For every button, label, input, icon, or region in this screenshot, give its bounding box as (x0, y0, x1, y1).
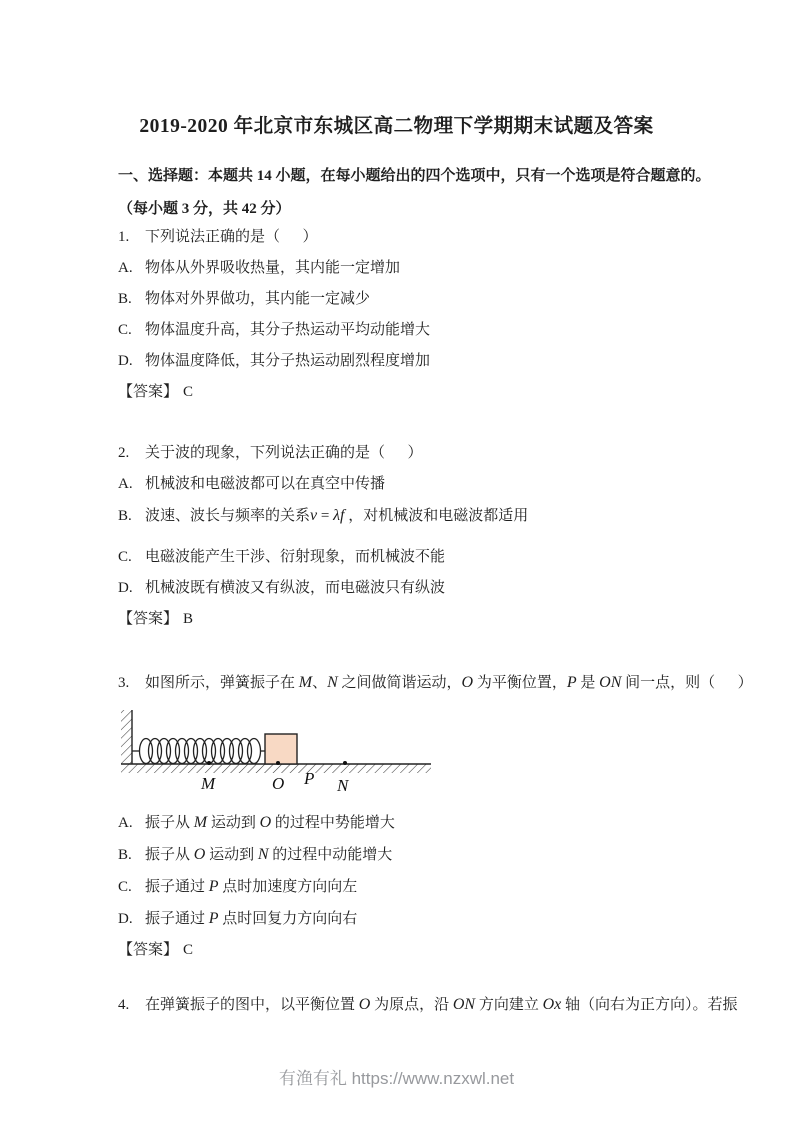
question-1-option-d (118, 346, 753, 377)
question-2-option-d (118, 573, 753, 604)
question-number: 2. (118, 445, 130, 461)
option-text: 振子通过 P 点时加速度方向向左 (145, 878, 358, 895)
spring-coil (132, 739, 265, 764)
question-stem-text: 下列说法正确的是（ ） (145, 229, 318, 245)
question-1-option-c (118, 315, 753, 346)
answer-label: 【答案】 (118, 384, 179, 400)
question-3-option-b (118, 839, 753, 871)
option-label: A. (118, 260, 133, 276)
option-text-with-formula: 波速、波长与频率的关系v = λf ，对机械波和电磁波都适用 (145, 507, 529, 524)
document-title: 2019-2020 年北京市东城区高二物理下学期期末试题及答案 (139, 116, 654, 138)
option-label: A. (118, 476, 133, 492)
answer-value: C (183, 384, 194, 400)
question-number: 1. (118, 229, 130, 245)
option-text: 物体温度升高，其分子热运动平均动能增大 (145, 322, 431, 338)
wall-hatch (121, 710, 132, 764)
point-label-m: M (201, 774, 216, 793)
answer-label: 【答案】 (118, 611, 179, 627)
question-4 (118, 989, 753, 1021)
option-text: 物体从外界吸收热量，其内能一定增加 (145, 260, 401, 276)
section-heading-line1: 一、选择题：本题共 14 小题，在每小题给出的四个选项中，只有一个选项是符合题意的。 (118, 168, 711, 184)
point-dot-o (276, 761, 280, 765)
question-2-option-b (118, 500, 753, 542)
question-1-answer (118, 377, 753, 408)
question-3-option-c (118, 871, 753, 903)
option-label: A. (118, 815, 133, 831)
oscillator-block (265, 734, 297, 764)
option-text: 振子通过 P 点时回复力方向向右 (145, 910, 358, 927)
question-stem-text: 在弹簧振子的图中，以平衡位置 O 为原点，沿 ON 方向建立 Ox 轴（向右为正方向）。若振 (145, 996, 738, 1013)
option-text: 物体温度降低，其分子热运动剧烈程度增加 (145, 353, 431, 369)
section-heading-line2: （每小题 3 分，共 42 分） (118, 201, 291, 217)
answer-value: B (183, 611, 194, 627)
option-label: D. (118, 911, 133, 927)
question-1-option-a (118, 253, 753, 284)
point-label-o: O (272, 774, 285, 793)
option-text: 振子从 M 运动到 O 的过程中势能增大 (145, 814, 395, 831)
option-label: B. (118, 847, 132, 863)
point-label-p: P (304, 769, 315, 788)
option-text: 电磁波能产生干涉、衍射现象，而机械波不能 (145, 549, 446, 565)
question-2-option-a (118, 469, 753, 500)
option-text: 机械波和电磁波都可以在真空中传播 (145, 476, 386, 492)
answer-label: 【答案】 (118, 942, 179, 958)
section-heading (118, 160, 753, 226)
point-label-n: N (337, 776, 349, 795)
question-2 (118, 438, 753, 635)
question-3-option-d (118, 903, 753, 935)
question-3-stem (118, 667, 753, 699)
option-label: D. (118, 353, 133, 369)
question-stem-text: 关于波的现象，下列说法正确的是（ ） (145, 445, 423, 461)
question-4-stem (118, 989, 753, 1021)
spring-oscillator-figure (118, 707, 438, 795)
question-3 (118, 667, 753, 966)
question-1-option-b (118, 284, 753, 315)
footer-watermark: 有渔有礼 https://www.nzxwl.net (278, 1069, 515, 1088)
option-label: C. (118, 549, 132, 565)
option-text: 振子从 O 运动到 N 的过程中动能增大 (145, 846, 393, 863)
option-label: B. (118, 508, 132, 524)
question-2-option-c (118, 542, 753, 573)
option-label: C. (118, 322, 132, 338)
question-stem-text: 如图所示，弹簧振子在 M、N 之间做简谐运动，O 为平衡位置，P 是 ON 间一点，则（ ） (145, 674, 753, 691)
option-label: C. (118, 879, 132, 895)
question-2-answer (118, 604, 753, 635)
option-text: 物体对外界做功，其内能一定减少 (145, 291, 371, 307)
option-label: B. (118, 291, 132, 307)
question-number: 4. (118, 997, 130, 1013)
option-text: 机械波既有横波又有纵波，而电磁波只有纵波 (145, 580, 446, 596)
option-label: D. (118, 580, 133, 596)
point-dot-m (207, 761, 211, 765)
question-1-stem (118, 222, 753, 253)
answer-value: C (183, 942, 194, 958)
point-dot-n (343, 761, 347, 765)
question-1 (118, 222, 753, 408)
question-number: 3. (118, 675, 130, 691)
question-3-answer (118, 935, 753, 966)
question-3-option-a (118, 807, 753, 839)
ground-hatch (121, 764, 431, 773)
question-2-stem (118, 438, 753, 469)
